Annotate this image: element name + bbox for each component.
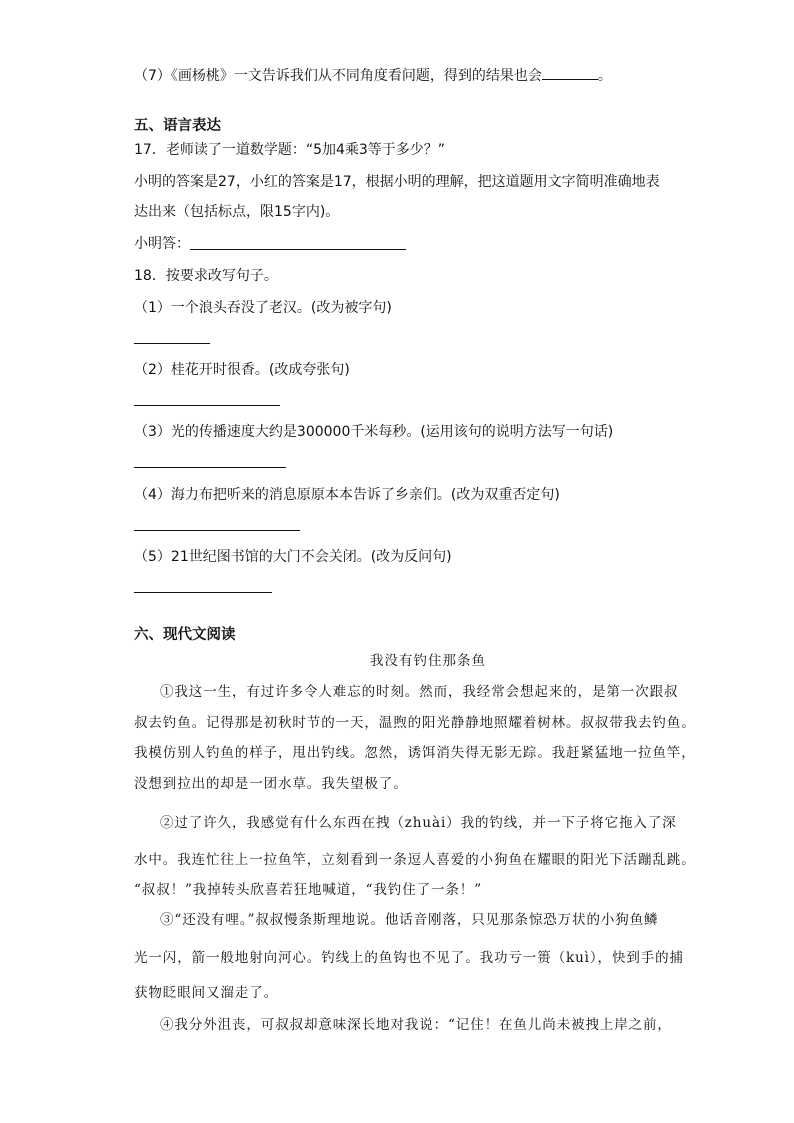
q17-answer-label: 小明答： xyxy=(134,236,190,252)
q18-item-4: （4）海力布把听来的消息原原本本告诉了乡亲们。(改为双重否定句) xyxy=(134,487,560,503)
article-p1-line: 我模仿别人钓鱼的样子，甩出钓线。忽然，诱饵消失得无影无踪。我赶紧猛地一拉鱼竿， xyxy=(134,745,696,761)
article-title: 我没有钓住那条鱼 xyxy=(370,653,486,669)
q17-answer-line[interactable] xyxy=(190,249,406,250)
q7-line xyxy=(134,65,612,86)
q7-text: （7）《画杨桃》一文告诉我们从不同角度看问题，得到的结果也会 xyxy=(134,68,542,84)
q17-stem: 17．老师读了一道数学题：“5加4乘3等于多少？” xyxy=(134,142,446,158)
q18-answer-line-5[interactable] xyxy=(134,592,272,593)
q18-answer-line-1[interactable] xyxy=(134,343,210,344)
article-p4-line: ④我分外沮丧，可叔叔却意味深长地对我说：“记住！在鱼儿尚未被拽上岸之前， xyxy=(160,1017,672,1033)
article-p3-line: 光一闪，箭一般地射向河心。钓线上的鱼钩也不见了。我功亏一篑（kuì），快到手的捕 xyxy=(134,950,684,966)
article-p2-line: ②过了许久，我感觉有什么东西在拽（zhuài）我的钓线，并一下子将它拖入了深 xyxy=(160,815,677,831)
q18-answer-line-4[interactable] xyxy=(134,530,300,531)
q18-item-3: （3）光的传播速度大约是300000千米每秒。(运用该句的说明方法写一句话) xyxy=(134,424,614,440)
article-p2-line: 水中。我连忙往上一拉鱼竿，立刻看到一条逗人喜爱的小狗鱼在耀眼的阳光下活蹦乱跳。 xyxy=(134,852,696,868)
q17-line2: 达出来（包括标点，限15字内)。 xyxy=(134,204,340,220)
q18-item-1: （1）一个浪头吞没了老汉。(改为被字句) xyxy=(134,300,392,316)
article-p1-line: 叔去钓鱼。记得那是初秋时节的一天，温煦的阳光静静地照耀着树林。叔叔带我去钓鱼。 xyxy=(134,715,696,731)
section-6-heading: 六、现代文阅读 xyxy=(134,627,236,643)
q17-line1: 小明的答案是27，小红的答案是17，根据小明的理解，把这道题用文字简明准确地表 xyxy=(134,174,660,190)
q18-answer-line-2[interactable] xyxy=(134,405,280,406)
q18-answer-line-3[interactable] xyxy=(134,467,286,468)
article-p1-line: 没想到拉出的却是一团水草。我失望极了。 xyxy=(134,776,408,792)
q18-item-2: （2）桂花开时很香。(改成夸张句) xyxy=(134,362,350,378)
q18-stem: 18．按要求改写句子。 xyxy=(134,268,278,284)
article-p1-line: ①我这一生，有过许多令人难忘的时刻。然而，我经常会想起来的，是第一次跟叔 xyxy=(160,684,679,700)
article-p3-line: 获物眨眼间又溜走了。 xyxy=(134,985,278,1001)
article-p3-line: ③“还没有哩。”叔叔慢条斯理地说。他话音刚落，只见那条惊恐万状的小狗鱼鳞 xyxy=(160,912,659,928)
article-p2-line: “叔叔！”我掉转头欣喜若狂地喊道，“我钓住了一条！” xyxy=(134,882,483,898)
section-5-heading: 五、语言表达 xyxy=(134,118,221,134)
q7-blank[interactable] xyxy=(542,65,598,80)
q18-item-5: （5）21世纪图书馆的大门不会关闭。(改为反问句) xyxy=(134,549,452,565)
q7-end: 。 xyxy=(597,68,612,84)
